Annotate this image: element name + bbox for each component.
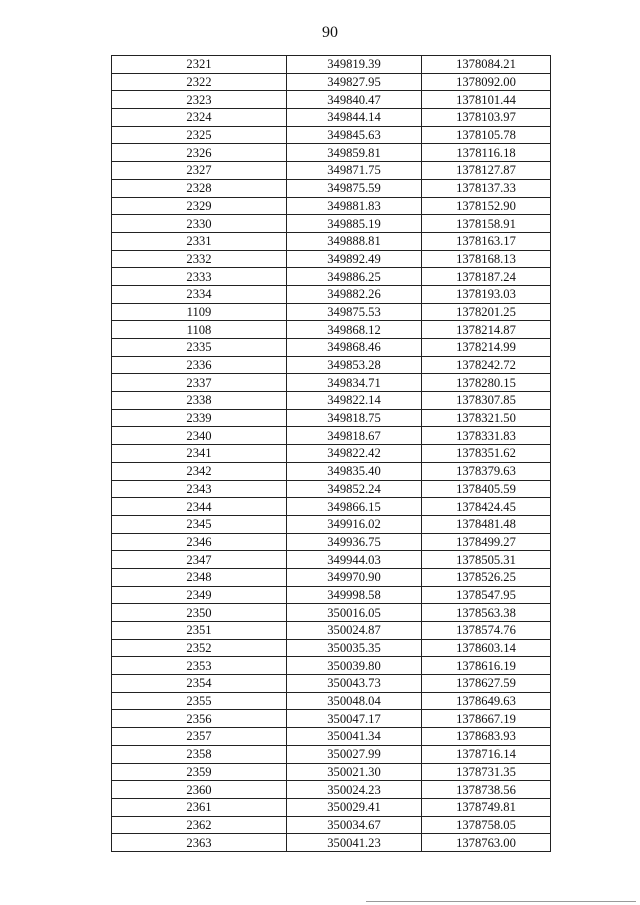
point-number-cell: 2356 [112,710,287,728]
y-coordinate-cell: 1378405.59 [422,480,551,498]
x-coordinate-cell: 349892.49 [287,250,422,268]
x-coordinate-cell: 349875.59 [287,179,422,197]
table-row [112,392,551,410]
y-coordinate-cell: 1378351.62 [422,445,551,463]
table-row [112,427,551,445]
x-coordinate-cell: 350041.23 [287,834,422,852]
x-coordinate-cell: 349916.02 [287,515,422,533]
table-row [112,834,551,852]
point-number-cell: 2347 [112,551,287,569]
point-number-cell: 2346 [112,533,287,551]
x-coordinate-cell: 349998.58 [287,586,422,604]
y-coordinate-cell: 1378763.00 [422,834,551,852]
x-coordinate-cell: 349868.46 [287,339,422,357]
y-coordinate-cell: 1378105.78 [422,126,551,144]
point-number-cell: 2321 [112,56,287,74]
y-coordinate-cell: 1378667.19 [422,710,551,728]
y-coordinate-cell: 1378731.35 [422,763,551,781]
point-number-cell: 2324 [112,109,287,127]
y-coordinate-cell: 1378627.59 [422,675,551,693]
table-row [112,639,551,657]
point-number-cell: 2342 [112,462,287,480]
point-number-cell: 2355 [112,692,287,710]
table-row [112,551,551,569]
y-coordinate-cell: 1378716.14 [422,745,551,763]
table-row [112,462,551,480]
table-row [112,657,551,675]
x-coordinate-cell: 350024.87 [287,622,422,640]
table-row [112,232,551,250]
y-coordinate-cell: 1378158.91 [422,215,551,233]
table-row [112,568,551,586]
y-coordinate-cell: 1378137.33 [422,179,551,197]
x-coordinate-cell: 349886.25 [287,268,422,286]
x-coordinate-cell: 349970.90 [287,568,422,586]
point-number-cell: 2334 [112,285,287,303]
point-number-cell: 2344 [112,498,287,516]
x-coordinate-cell: 350024.23 [287,781,422,799]
x-coordinate-cell: 349840.47 [287,91,422,109]
table-row [112,498,551,516]
y-coordinate-cell: 1378505.31 [422,551,551,569]
y-coordinate-cell: 1378168.13 [422,250,551,268]
point-number-cell: 2349 [112,586,287,604]
point-number-cell: 2363 [112,834,287,852]
y-coordinate-cell: 1378574.76 [422,622,551,640]
table-row [112,604,551,622]
table-row [112,215,551,233]
point-number-cell: 2325 [112,126,287,144]
point-number-cell: 2360 [112,781,287,799]
point-number-cell: 2338 [112,392,287,410]
x-coordinate-cell: 349827.95 [287,73,422,91]
x-coordinate-cell: 349835.40 [287,462,422,480]
point-number-cell: 2340 [112,427,287,445]
y-coordinate-cell: 1378092.00 [422,73,551,91]
point-number-cell: 2361 [112,798,287,816]
table-row [112,763,551,781]
point-number-cell: 2354 [112,675,287,693]
x-coordinate-cell: 349818.75 [287,409,422,427]
x-coordinate-cell: 350016.05 [287,604,422,622]
table-row [112,816,551,834]
x-coordinate-cell: 350034.67 [287,816,422,834]
bottom-edge-line [366,901,636,902]
y-coordinate-cell: 1378127.87 [422,162,551,180]
y-coordinate-cell: 1378547.95 [422,586,551,604]
point-number-cell: 2345 [112,515,287,533]
x-coordinate-cell: 349936.75 [287,533,422,551]
x-coordinate-cell: 349822.42 [287,445,422,463]
point-number-cell: 2358 [112,745,287,763]
x-coordinate-cell: 350043.73 [287,675,422,693]
coordinates-table-body [112,56,551,852]
table-row [112,515,551,533]
y-coordinate-cell: 1378214.87 [422,321,551,339]
table-row [112,356,551,374]
y-coordinate-cell: 1378379.63 [422,462,551,480]
y-coordinate-cell: 1378526.25 [422,568,551,586]
x-coordinate-cell: 349881.83 [287,197,422,215]
table-row [112,692,551,710]
x-coordinate-cell: 349875.53 [287,303,422,321]
table-row [112,374,551,392]
x-coordinate-cell: 349866.15 [287,498,422,516]
y-coordinate-cell: 1378749.81 [422,798,551,816]
point-number-cell: 2343 [112,480,287,498]
point-number-cell: 2352 [112,639,287,657]
point-number-cell: 2326 [112,144,287,162]
y-coordinate-cell: 1378101.44 [422,91,551,109]
point-number-cell: 2337 [112,374,287,392]
x-coordinate-cell: 349834.71 [287,374,422,392]
x-coordinate-cell: 349853.28 [287,356,422,374]
y-coordinate-cell: 1378307.85 [422,392,551,410]
y-coordinate-cell: 1378193.03 [422,285,551,303]
table-row [112,144,551,162]
y-coordinate-cell: 1378758.05 [422,816,551,834]
point-number-cell: 2357 [112,728,287,746]
x-coordinate-cell: 349944.03 [287,551,422,569]
x-coordinate-cell: 350035.35 [287,639,422,657]
point-number-cell: 2327 [112,162,287,180]
y-coordinate-cell: 1378084.21 [422,56,551,74]
point-number-cell: 2336 [112,356,287,374]
coordinates-table [111,55,551,852]
y-coordinate-cell: 1378499.27 [422,533,551,551]
point-number-cell: 2348 [112,568,287,586]
table-row [112,179,551,197]
table-row [112,339,551,357]
point-number-cell: 2362 [112,816,287,834]
x-coordinate-cell: 349818.67 [287,427,422,445]
table-row [112,675,551,693]
x-coordinate-cell: 349871.75 [287,162,422,180]
table-row [112,445,551,463]
point-number-cell: 2322 [112,73,287,91]
point-number-cell: 2330 [112,215,287,233]
point-number-cell: 2323 [112,91,287,109]
x-coordinate-cell: 350041.34 [287,728,422,746]
x-coordinate-cell: 350048.04 [287,692,422,710]
point-number-cell: 2353 [112,657,287,675]
table-row [112,109,551,127]
table-row [112,56,551,74]
y-coordinate-cell: 1378424.45 [422,498,551,516]
x-coordinate-cell: 350039.80 [287,657,422,675]
y-coordinate-cell: 1378481.48 [422,515,551,533]
table-row [112,268,551,286]
table-row [112,73,551,91]
table-row [112,480,551,498]
y-coordinate-cell: 1378214.99 [422,339,551,357]
table-row [112,321,551,339]
point-number-cell: 1108 [112,321,287,339]
y-coordinate-cell: 1378738.56 [422,781,551,799]
table-row [112,409,551,427]
y-coordinate-cell: 1378201.25 [422,303,551,321]
x-coordinate-cell: 349859.81 [287,144,422,162]
y-coordinate-cell: 1378331.83 [422,427,551,445]
x-coordinate-cell: 349868.12 [287,321,422,339]
table-row [112,162,551,180]
y-coordinate-cell: 1378152.90 [422,197,551,215]
table-row [112,728,551,746]
table-row [112,197,551,215]
y-coordinate-cell: 1378683.93 [422,728,551,746]
page-number: 90 [322,24,338,41]
point-number-cell: 2328 [112,179,287,197]
y-coordinate-cell: 1378649.63 [422,692,551,710]
table-row [112,91,551,109]
table-row [112,622,551,640]
y-coordinate-cell: 1378280.15 [422,374,551,392]
x-coordinate-cell: 350029.41 [287,798,422,816]
y-coordinate-cell: 1378603.14 [422,639,551,657]
point-number-cell: 2332 [112,250,287,268]
table-row [112,250,551,268]
y-coordinate-cell: 1378103.97 [422,109,551,127]
x-coordinate-cell: 349844.14 [287,109,422,127]
table-row [112,533,551,551]
table-row [112,798,551,816]
x-coordinate-cell: 349885.19 [287,215,422,233]
x-coordinate-cell: 349888.81 [287,232,422,250]
point-number-cell: 2341 [112,445,287,463]
point-number-cell: 2339 [112,409,287,427]
x-coordinate-cell: 349822.14 [287,392,422,410]
point-number-cell: 1109 [112,303,287,321]
y-coordinate-cell: 1378242.72 [422,356,551,374]
x-coordinate-cell: 349819.39 [287,56,422,74]
point-number-cell: 2351 [112,622,287,640]
y-coordinate-cell: 1378321.50 [422,409,551,427]
x-coordinate-cell: 349882.26 [287,285,422,303]
table-row [112,745,551,763]
point-number-cell: 2335 [112,339,287,357]
point-number-cell: 2350 [112,604,287,622]
x-coordinate-cell: 349845.63 [287,126,422,144]
y-coordinate-cell: 1378563.38 [422,604,551,622]
y-coordinate-cell: 1378187.24 [422,268,551,286]
x-coordinate-cell: 350047.17 [287,710,422,728]
table-row [112,285,551,303]
x-coordinate-cell: 349852.24 [287,480,422,498]
y-coordinate-cell: 1378163.17 [422,232,551,250]
table-row [112,710,551,728]
point-number-cell: 2331 [112,232,287,250]
y-coordinate-cell: 1378616.19 [422,657,551,675]
table-row [112,126,551,144]
table-row [112,303,551,321]
table-row [112,781,551,799]
table-row [112,586,551,604]
point-number-cell: 2329 [112,197,287,215]
point-number-cell: 2333 [112,268,287,286]
x-coordinate-cell: 350021.30 [287,763,422,781]
x-coordinate-cell: 350027.99 [287,745,422,763]
y-coordinate-cell: 1378116.18 [422,144,551,162]
point-number-cell: 2359 [112,763,287,781]
